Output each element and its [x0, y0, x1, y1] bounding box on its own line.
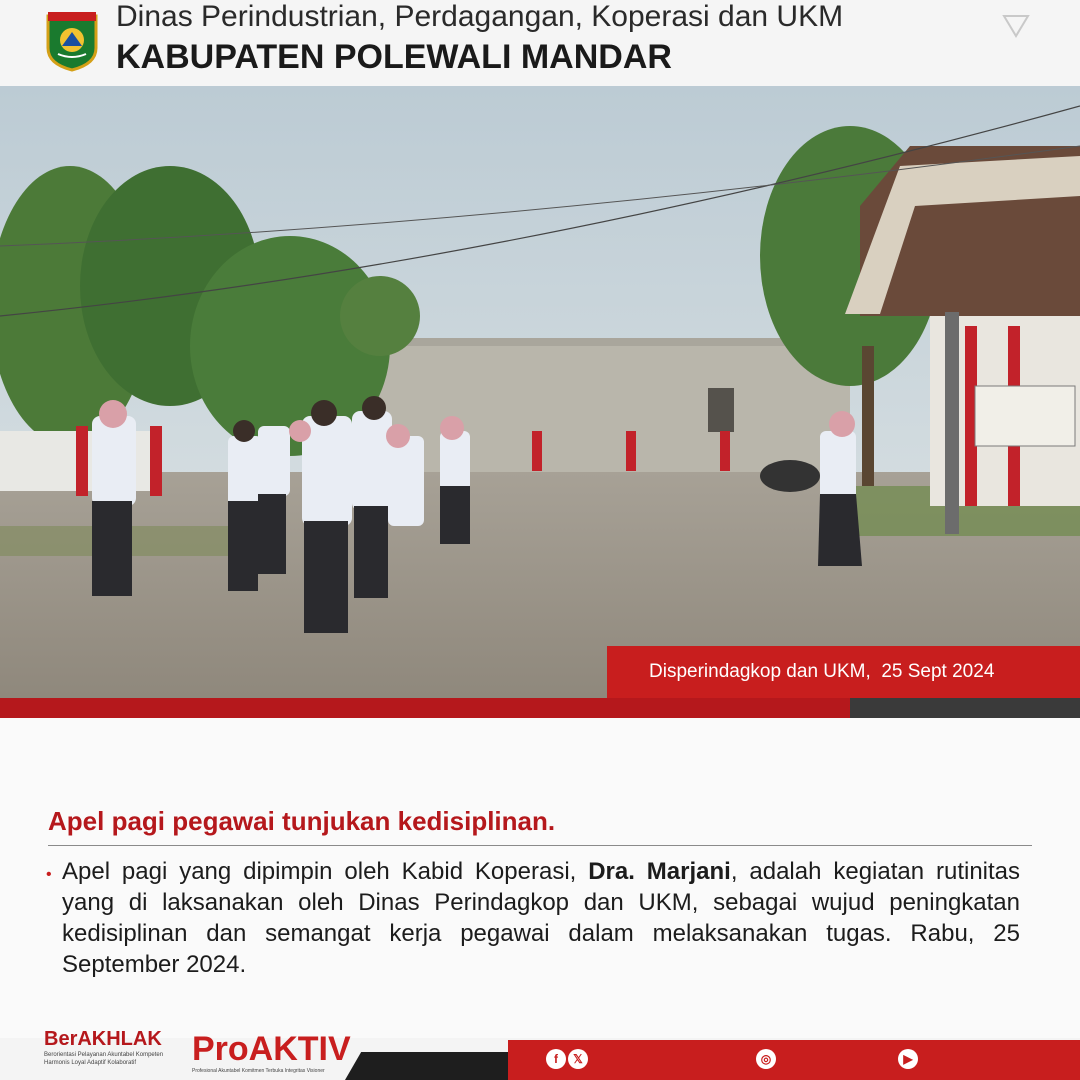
leader-name: Dra. Marjani — [588, 858, 731, 885]
article-headline: Apel pagi pegawai tunjukan kedisiplinan. — [48, 806, 556, 836]
youtube-icon[interactable]: ▶ — [898, 1049, 918, 1069]
header — [0, 0, 1080, 86]
regency-emblem-logo — [44, 10, 100, 72]
triangle-down-icon — [1002, 14, 1030, 38]
headline-divider — [48, 845, 1032, 846]
paragraph-text-start: Apel pagi yang dipimpin oleh Kabid Koperasi, — [62, 858, 589, 885]
paragraph-text-end: , adalah kegiatan rutinitas yang di laksanakan oleh Dinas Perindagkop dan UKM, sebagai wujud peningkatan kedisiplinan dan semangat kerja pegawai dalam melaksanakan tugas. Rabu, 25 September 2024. — [62, 858, 1021, 978]
article-paragraph — [62, 856, 1020, 980]
photo-caption: Disperindagkop dan UKM, 25 Sept 2024 — [607, 646, 1080, 698]
instagram-icon[interactable]: ◎ — [756, 1049, 776, 1069]
dark-divider-band — [850, 698, 1080, 718]
bullet-icon: • — [46, 866, 52, 883]
berakhlak-logo — [44, 1028, 184, 1067]
berakhlak-wordmark: BerAKHLAK — [44, 1028, 162, 1050]
event-photo — [0, 86, 1080, 698]
agency-name: Dinas Perindustrian, Perdagangan, Koperasi dan UKM — [116, 0, 844, 33]
proaktiv-tagline: Profesional Akuntabel Komitmen Terbuka Integritas Visioner — [192, 1068, 325, 1074]
berakhlak-tagline: Berorientasi Pelayanan Akuntabel Kompeten Harmonis Loyal Adaptif Kolaboratif — [44, 1052, 164, 1066]
red-divider-band — [0, 698, 850, 718]
facebook-icon[interactable]: f — [546, 1049, 566, 1069]
proaktiv-wordmark: ProAKTIV — [192, 1030, 351, 1068]
footer-red-bar — [508, 1040, 1080, 1080]
proaktiv-logo — [192, 1030, 351, 1074]
x-icon[interactable]: 𝕏 — [568, 1049, 588, 1069]
regency-name: KABUPATEN POLEWALI MANDAR — [116, 38, 672, 76]
